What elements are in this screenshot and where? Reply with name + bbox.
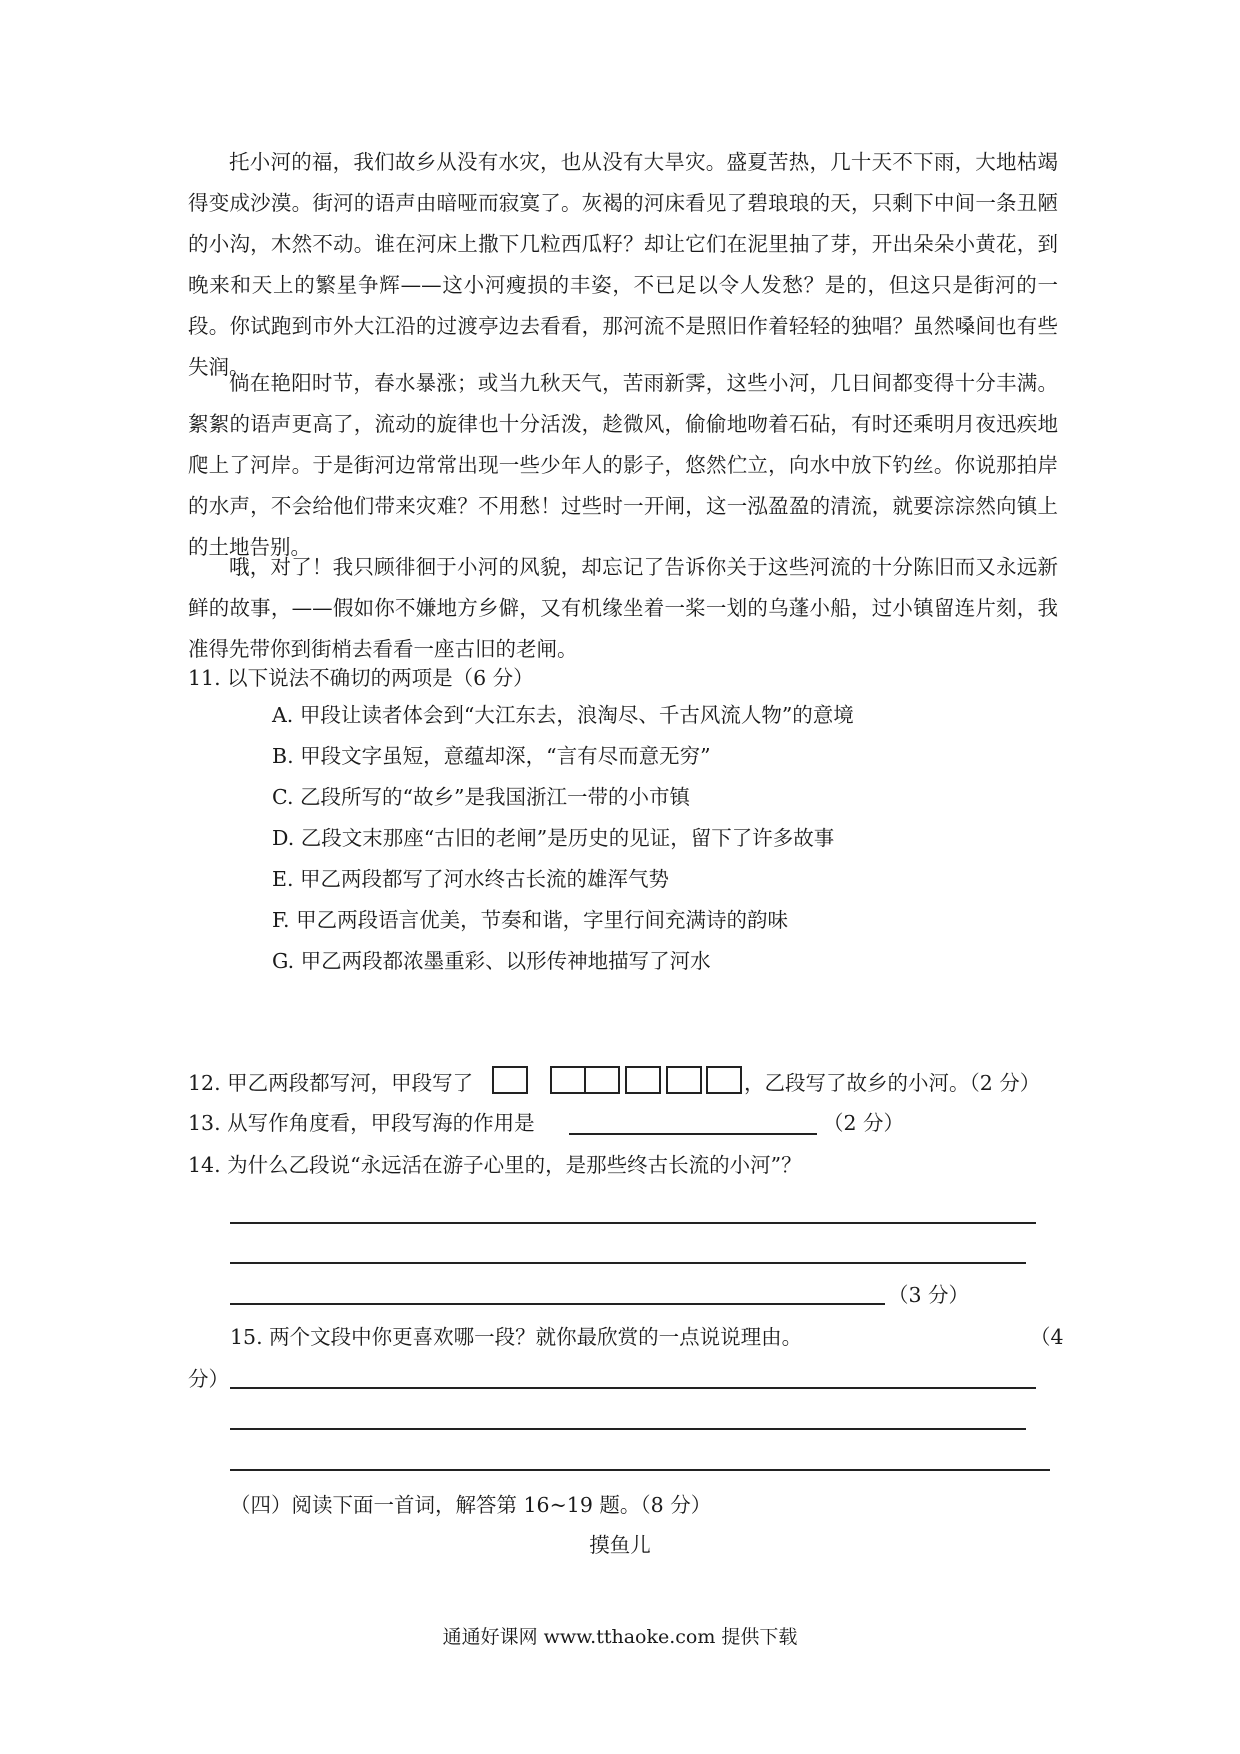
answer-box-3[interactable] xyxy=(584,1066,620,1094)
question-11-option-d: D. 乙段文末那座“古旧的老闸”是历史的见证，留下了许多故事 xyxy=(272,826,835,850)
question-15-answer-line-2[interactable] xyxy=(230,1428,1026,1430)
poem-title: 摸鱼儿 xyxy=(589,1533,651,1557)
question-12-suffix: ，乙段写了故乡的小河。（2 分） xyxy=(744,1071,1041,1095)
question-12-prefix: 12. 甲乙两段都写河，甲段写了 xyxy=(188,1071,474,1095)
question-11-option-f: F. 甲乙两段语言优美，节奏和谐，字里行间充满诗的韵味 xyxy=(272,908,789,932)
question-14-stem: 14. 为什么乙段说“永远活在游子心里的，是那些终古长流的小河”？ xyxy=(188,1153,802,1177)
question-11-stem: 11. 以下说法不确切的两项是（6 分） xyxy=(188,666,534,690)
answer-box-4[interactable] xyxy=(625,1066,661,1094)
question-15-answer-line-1[interactable] xyxy=(230,1387,1036,1389)
question-11-option-e: E. 甲乙两段都写了河水终古长流的雄浑气势 xyxy=(272,867,669,891)
question-15-answer-line-3[interactable] xyxy=(230,1469,1050,1471)
question-15-score-end: 分） xyxy=(188,1367,229,1391)
question-13-prefix: 13. 从写作角度看，甲段写海的作用是 xyxy=(188,1111,535,1135)
question-14-answer-line-2[interactable] xyxy=(230,1262,1026,1264)
question-15-stem: 15. 两个文段中你更喜欢哪一段？就你最欣赏的一点说说理由。 xyxy=(230,1325,803,1349)
answer-box-5[interactable] xyxy=(666,1066,702,1094)
section-4-heading: （四）阅读下面一首词，解答第 16~19 题。（8 分） xyxy=(230,1493,712,1517)
page-footer: 通通好课网 www.tthaoke.com 提供下载 xyxy=(442,1626,798,1648)
question-11-option-b: B. 甲段文字虽短，意蕴却深，“言有尽而意无穷” xyxy=(272,744,711,768)
question-11-option-c: C. 乙段所写的“故乡”是我国浙江一带的小市镇 xyxy=(272,785,690,809)
answer-box-1[interactable] xyxy=(492,1066,528,1094)
passage-paragraph-1: 托小河的福，我们故乡从没有水灾，也从没有大旱灾。盛夏苦热，几十天不下雨，大地枯竭得变成沙漠。街河的语声由暗哑而寂寞了。灰褐的河床看见了碧琅琅的天，只剩下中间一条丑陋的小沟，木然不动。谁在河床上撒下几粒西瓜籽？却让它们在泥里抽了芽，开出朵朵小黄花，到晚来和天上的繁星争辉——这小河瘦损的丰姿，不已足以令人发愁？是的，但这只是街河的一段。你试跑到市外大江沿的过渡亭边去看看，那河流不是照旧作着轻轻的独唱？虽然嗓间也有些失润。 xyxy=(188,150,1058,379)
answer-box-6[interactable] xyxy=(706,1066,742,1094)
question-14-answer-line-3[interactable] xyxy=(230,1303,885,1305)
question-11-option-g: G. 甲乙两段都浓墨重彩、以形传神地描写了河水 xyxy=(272,949,711,973)
question-11-option-a: A. 甲段让读者体会到“大江东去，浪淘尽、千古风流人物”的意境 xyxy=(272,703,854,727)
question-15-score-start: （4 xyxy=(1030,1325,1064,1349)
question-13-answer-line[interactable] xyxy=(569,1133,817,1135)
question-13-score: （2 分） xyxy=(823,1111,905,1135)
answer-box-2[interactable] xyxy=(550,1066,586,1094)
question-14-answer-line-1[interactable] xyxy=(230,1222,1036,1224)
passage-paragraph-2: 倘在艳阳时节，春水暴涨；或当九秋天气，苦雨新霁，这些小河，几日间都变得十分丰满。絮絮的语声更高了，流动的旋律也十分活泼，趁微风，偷偷地吻着石砧，有时还乘明月夜迅疾地爬上了河岸。于是街河边常常出现一些少年人的影子，悠然伫立，向水中放下钓丝。你说那拍岸的水声，不会给他们带来灾难？不用愁！过些时一开闸，这一泓盈盈的清流，就要淙淙然向镇上的土地告别。 xyxy=(188,371,1058,559)
passage-paragraph-3: 哦，对了！我只顾徘徊于小河的风貌，却忘记了告诉你关于这些河流的十分陈旧而又永远新鲜的故事，——假如你不嫌地方乡僻，又有机缘坐着一桨一划的乌蓬小船，过小镇留连片刻，我准得先带你到街梢去看看一座古旧的老闸。 xyxy=(188,555,1058,661)
question-14-score: （3 分） xyxy=(888,1283,970,1307)
